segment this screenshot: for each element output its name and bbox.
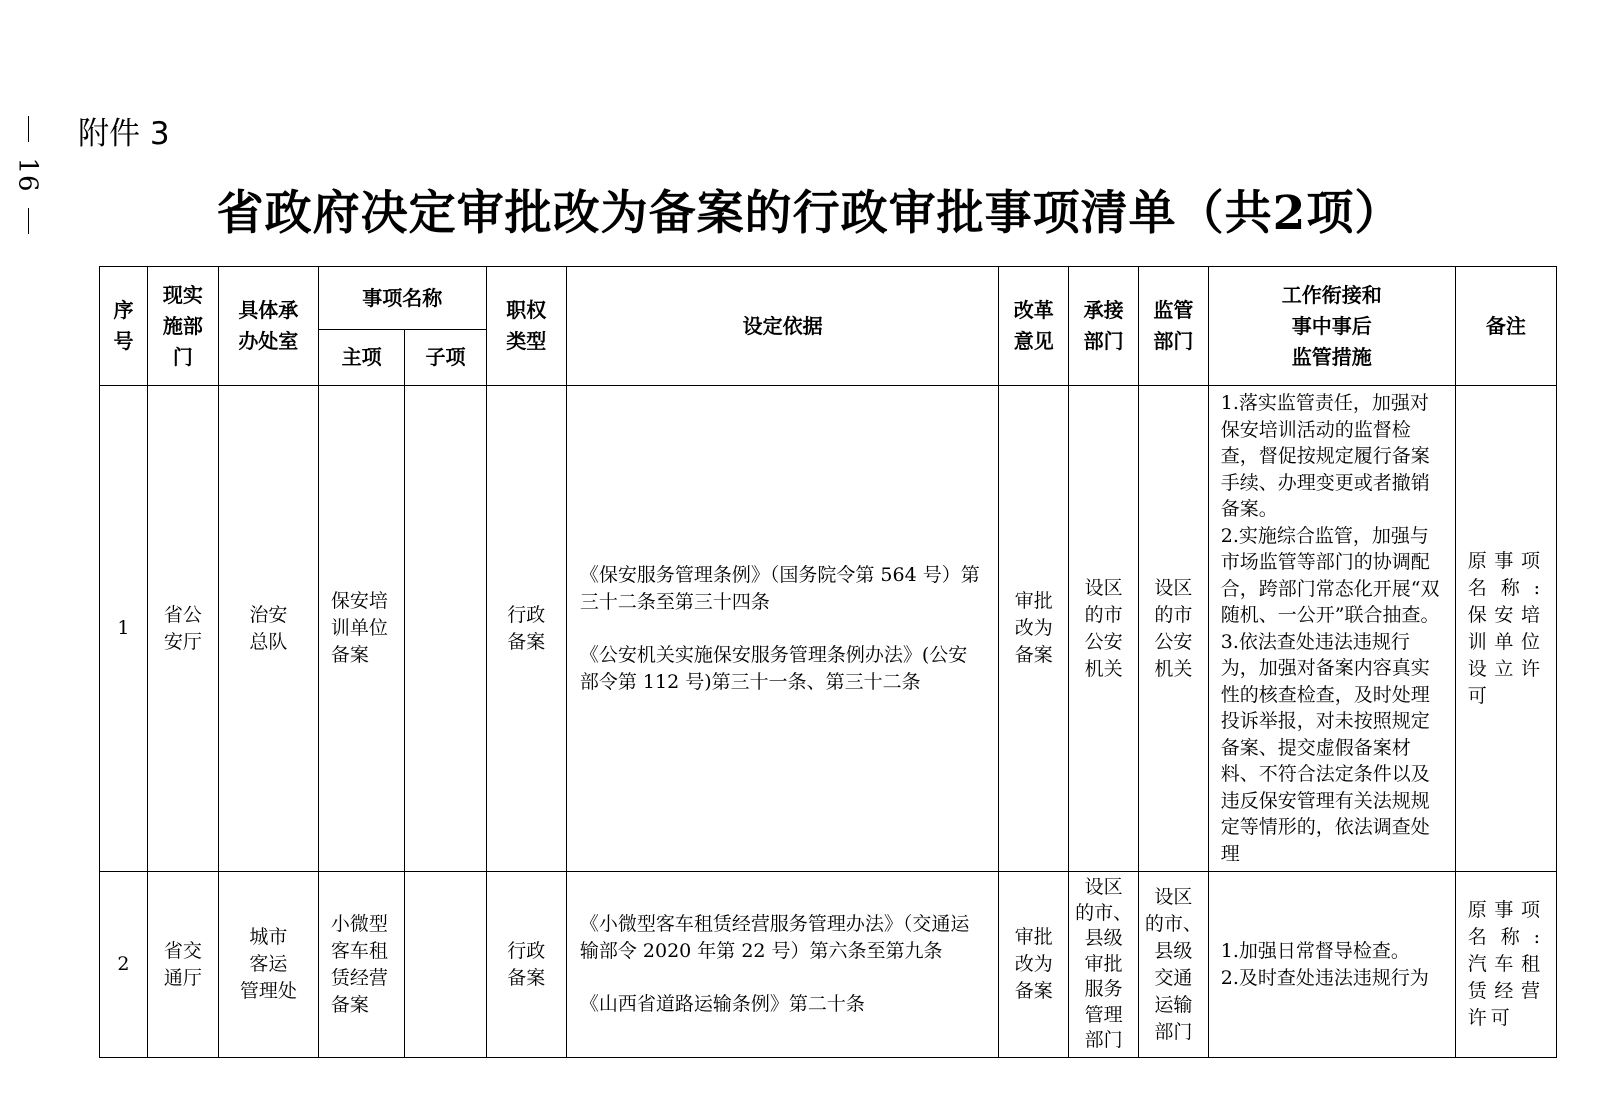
row-remarks: 原事项名称:汽车租赁经营许可 [1455, 872, 1556, 1058]
header-undertaking: 承接 部门 [1069, 267, 1139, 386]
row-measures [1208, 872, 1455, 1058]
row-office: 治安 总队 [218, 386, 318, 872]
basis-entry: 《保安服务管理条例》（国务院令第 564 号）第三十二条至第三十四条 [579, 563, 980, 613]
row-seq: 2 [100, 872, 148, 1058]
table-row [100, 386, 1557, 872]
attachment-label: 附件 3 [78, 116, 170, 152]
header-dept: 现实 施部 门 [147, 267, 218, 386]
row-power-type: 行政 备案 [486, 872, 566, 1058]
row-supervising: 设区 的市 公安 机关 [1138, 386, 1208, 872]
header-basis: 设定依据 [566, 267, 999, 386]
row-undertaking: 设区 的市、 县级 审批 服务 管理 部门 [1069, 872, 1139, 1058]
row-office: 城市 客运 管理处 [218, 872, 318, 1058]
header-seq: 序 号 [100, 267, 148, 386]
row-supervising: 设区 的市、 县级 交通 运输 部门 [1138, 872, 1208, 1058]
header-sub-item: 子项 [405, 330, 486, 386]
approval-items-table [99, 266, 1557, 1058]
header-power-type: 职权 类型 [486, 267, 566, 386]
row-remarks: 原事项名称:保安培训单位设立许可 [1455, 386, 1556, 872]
table-row [100, 872, 1557, 1058]
row-sub-item [405, 872, 486, 1058]
row-reform: 审批 改为 备案 [999, 386, 1069, 872]
header-supervising: 监管 部门 [1138, 267, 1208, 386]
basis-entry: 《山西省道路运输条例》第二十条 [579, 993, 865, 1015]
row-basis [566, 386, 999, 872]
header-measures: 工作衔接和 事中事后 监管措施 [1208, 267, 1455, 386]
document-title: 省政府决定审批改为备案的行政审批事项清单（共2项） [216, 186, 1403, 241]
row-main-item: 小微型 客车租 赁经营 备案 [318, 872, 405, 1058]
page-number: 16 [13, 157, 43, 193]
measure-item: 3.依法查处违法违规行为，加强对备案内容真实性的核查检查，及时处理投诉举报，对未按照规定备案、提交虚假备案材料、不符合法定条件以及违反保安管理有关法规规定等情形的，依法调查处理 [1220, 630, 1430, 865]
row-power-type: 行政 备案 [486, 386, 566, 872]
measure-item: 1.落实监管责任，加强对保安培训活动的监督检查，督促按规定履行备案手续、办理变更或者撤销备案。 [1220, 392, 1430, 520]
row-measures [1208, 386, 1455, 872]
row-basis [566, 872, 999, 1058]
header-remarks: 备注 [1455, 267, 1556, 386]
header-office: 具体承 办处室 [218, 267, 318, 386]
row-undertaking: 设区 的市 公安 机关 [1069, 386, 1139, 872]
row-reform: 审批 改为 备案 [999, 872, 1069, 1058]
margin-dash-top [28, 116, 29, 142]
header-reform: 改革 意见 [999, 267, 1069, 386]
row-dept: 省公 安厅 [147, 386, 218, 872]
basis-entry: 《公安机关实施保安服务管理条例办法》(公安部令第 112 号)第三十一条、第三十二条 [579, 643, 968, 693]
measure-item: 2.实施综合监管，加强与市场监管等部门的协调配合，跨部门常态化开展“双随机、一公开”联合抽查。 [1220, 524, 1440, 626]
measure-item: 2.及时查处违法违规行为 [1220, 966, 1429, 989]
row-dept: 省交 通厅 [147, 872, 218, 1058]
header-item-name: 事项名称 [318, 267, 486, 330]
row-seq: 1 [100, 386, 148, 872]
row-sub-item [405, 386, 486, 872]
measure-item: 1.加强日常督导检查。 [1220, 940, 1410, 962]
row-main-item: 保安培 训单位 备案 [318, 386, 405, 872]
header-main-item: 主项 [318, 330, 405, 386]
basis-entry: 《小微型客车租赁经营服务管理办法》（交通运输部令 2020 年第 22 号）第六条至第九条 [579, 913, 970, 962]
